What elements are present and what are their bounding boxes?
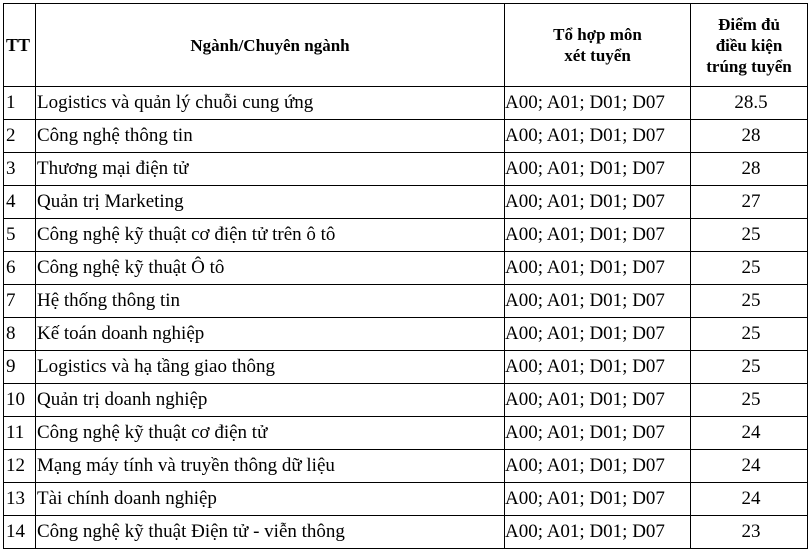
major-name: Logistics và quản lý chuỗi cung ứng [36,87,505,120]
header-major: Ngành/Chuyên ngành [36,4,505,87]
qualifying-score: 25 [691,219,808,252]
table-row [4,351,808,384]
table-row [4,384,808,417]
subject-combination: A00; A01; D01; D07 [505,450,691,483]
row-number: 5 [4,219,36,252]
major-name: Logistics và hạ tầng giao thông [36,351,505,384]
subject-combination: A00; A01; D01; D07 [505,285,691,318]
major-name: Công nghệ kỹ thuật cơ điện tử trên ô tô [36,219,505,252]
row-number: 11 [4,417,36,450]
table-row [4,153,808,186]
subject-combination: A00; A01; D01; D07 [505,153,691,186]
major-name: Tài chính doanh nghiệp [36,483,505,516]
major-name: Công nghệ kỹ thuật Điện tử - viễn thông [36,516,505,549]
subject-combination: A00; A01; D01; D07 [505,186,691,219]
qualifying-score: 27 [691,186,808,219]
subject-combination: A00; A01; D01; D07 [505,384,691,417]
header-score-line-1: Điểm đủ [718,14,780,34]
row-number: 2 [4,120,36,153]
table-header [4,4,808,87]
table-row [4,417,808,450]
major-name: Kế toán doanh nghiệp [36,318,505,351]
qualifying-score: 25 [691,318,808,351]
admission-score-table [3,3,808,549]
row-number: 14 [4,516,36,549]
qualifying-score: 24 [691,450,808,483]
table-row [4,252,808,285]
subject-combination: A00; A01; D01; D07 [505,120,691,153]
subject-combination: A00; A01; D01; D07 [505,252,691,285]
subject-combination: A00; A01; D01; D07 [505,351,691,384]
row-number: 10 [4,384,36,417]
row-number: 3 [4,153,36,186]
table-row [4,483,808,516]
table-row [4,186,808,219]
header-score-line-3: trúng tuyển [706,56,792,76]
header-qualifying-score [691,4,808,87]
major-name: Thương mại điện tử [36,153,505,186]
row-number: 12 [4,450,36,483]
subject-combination: A00; A01; D01; D07 [505,318,691,351]
major-name: Công nghệ kỹ thuật cơ điện tử [36,417,505,450]
table-body [4,87,808,549]
row-number: 7 [4,285,36,318]
major-name: Công nghệ thông tin [36,120,505,153]
qualifying-score: 28 [691,153,808,186]
table-row [4,87,808,120]
qualifying-score: 23 [691,516,808,549]
subject-combination: A00; A01; D01; D07 [505,87,691,120]
table-row [4,318,808,351]
major-name: Quản trị Marketing [36,186,505,219]
row-number: 6 [4,252,36,285]
subject-combination: A00; A01; D01; D07 [505,516,691,549]
qualifying-score: 24 [691,483,808,516]
qualifying-score: 25 [691,252,808,285]
qualifying-score: 25 [691,285,808,318]
table-row [4,516,808,549]
table-row [4,285,808,318]
major-name: Công nghệ kỹ thuật Ô tô [36,252,505,285]
row-number: 9 [4,351,36,384]
row-number: 8 [4,318,36,351]
header-tt: TT [4,4,36,87]
header-combo-line-1: Tổ hợp môn [553,25,642,44]
subject-combination: A00; A01; D01; D07 [505,219,691,252]
table-row [4,450,808,483]
qualifying-score: 25 [691,384,808,417]
qualifying-score: 25 [691,351,808,384]
major-name: Hệ thống thông tin [36,285,505,318]
subject-combination: A00; A01; D01; D07 [505,417,691,450]
table-row [4,120,808,153]
qualifying-score: 28 [691,120,808,153]
header-row [4,4,808,87]
subject-combination: A00; A01; D01; D07 [505,483,691,516]
header-subject-combination [505,4,691,87]
major-name: Quản trị doanh nghiệp [36,384,505,417]
qualifying-score: 28.5 [691,87,808,120]
header-combo-line-2: xét tuyển [564,46,631,65]
header-score-line-2: điều kiện [715,35,783,55]
major-name: Mạng máy tính và truyền thông dữ liệu [36,450,505,483]
row-number: 13 [4,483,36,516]
row-number: 1 [4,87,36,120]
table-row [4,219,808,252]
qualifying-score: 24 [691,417,808,450]
row-number: 4 [4,186,36,219]
